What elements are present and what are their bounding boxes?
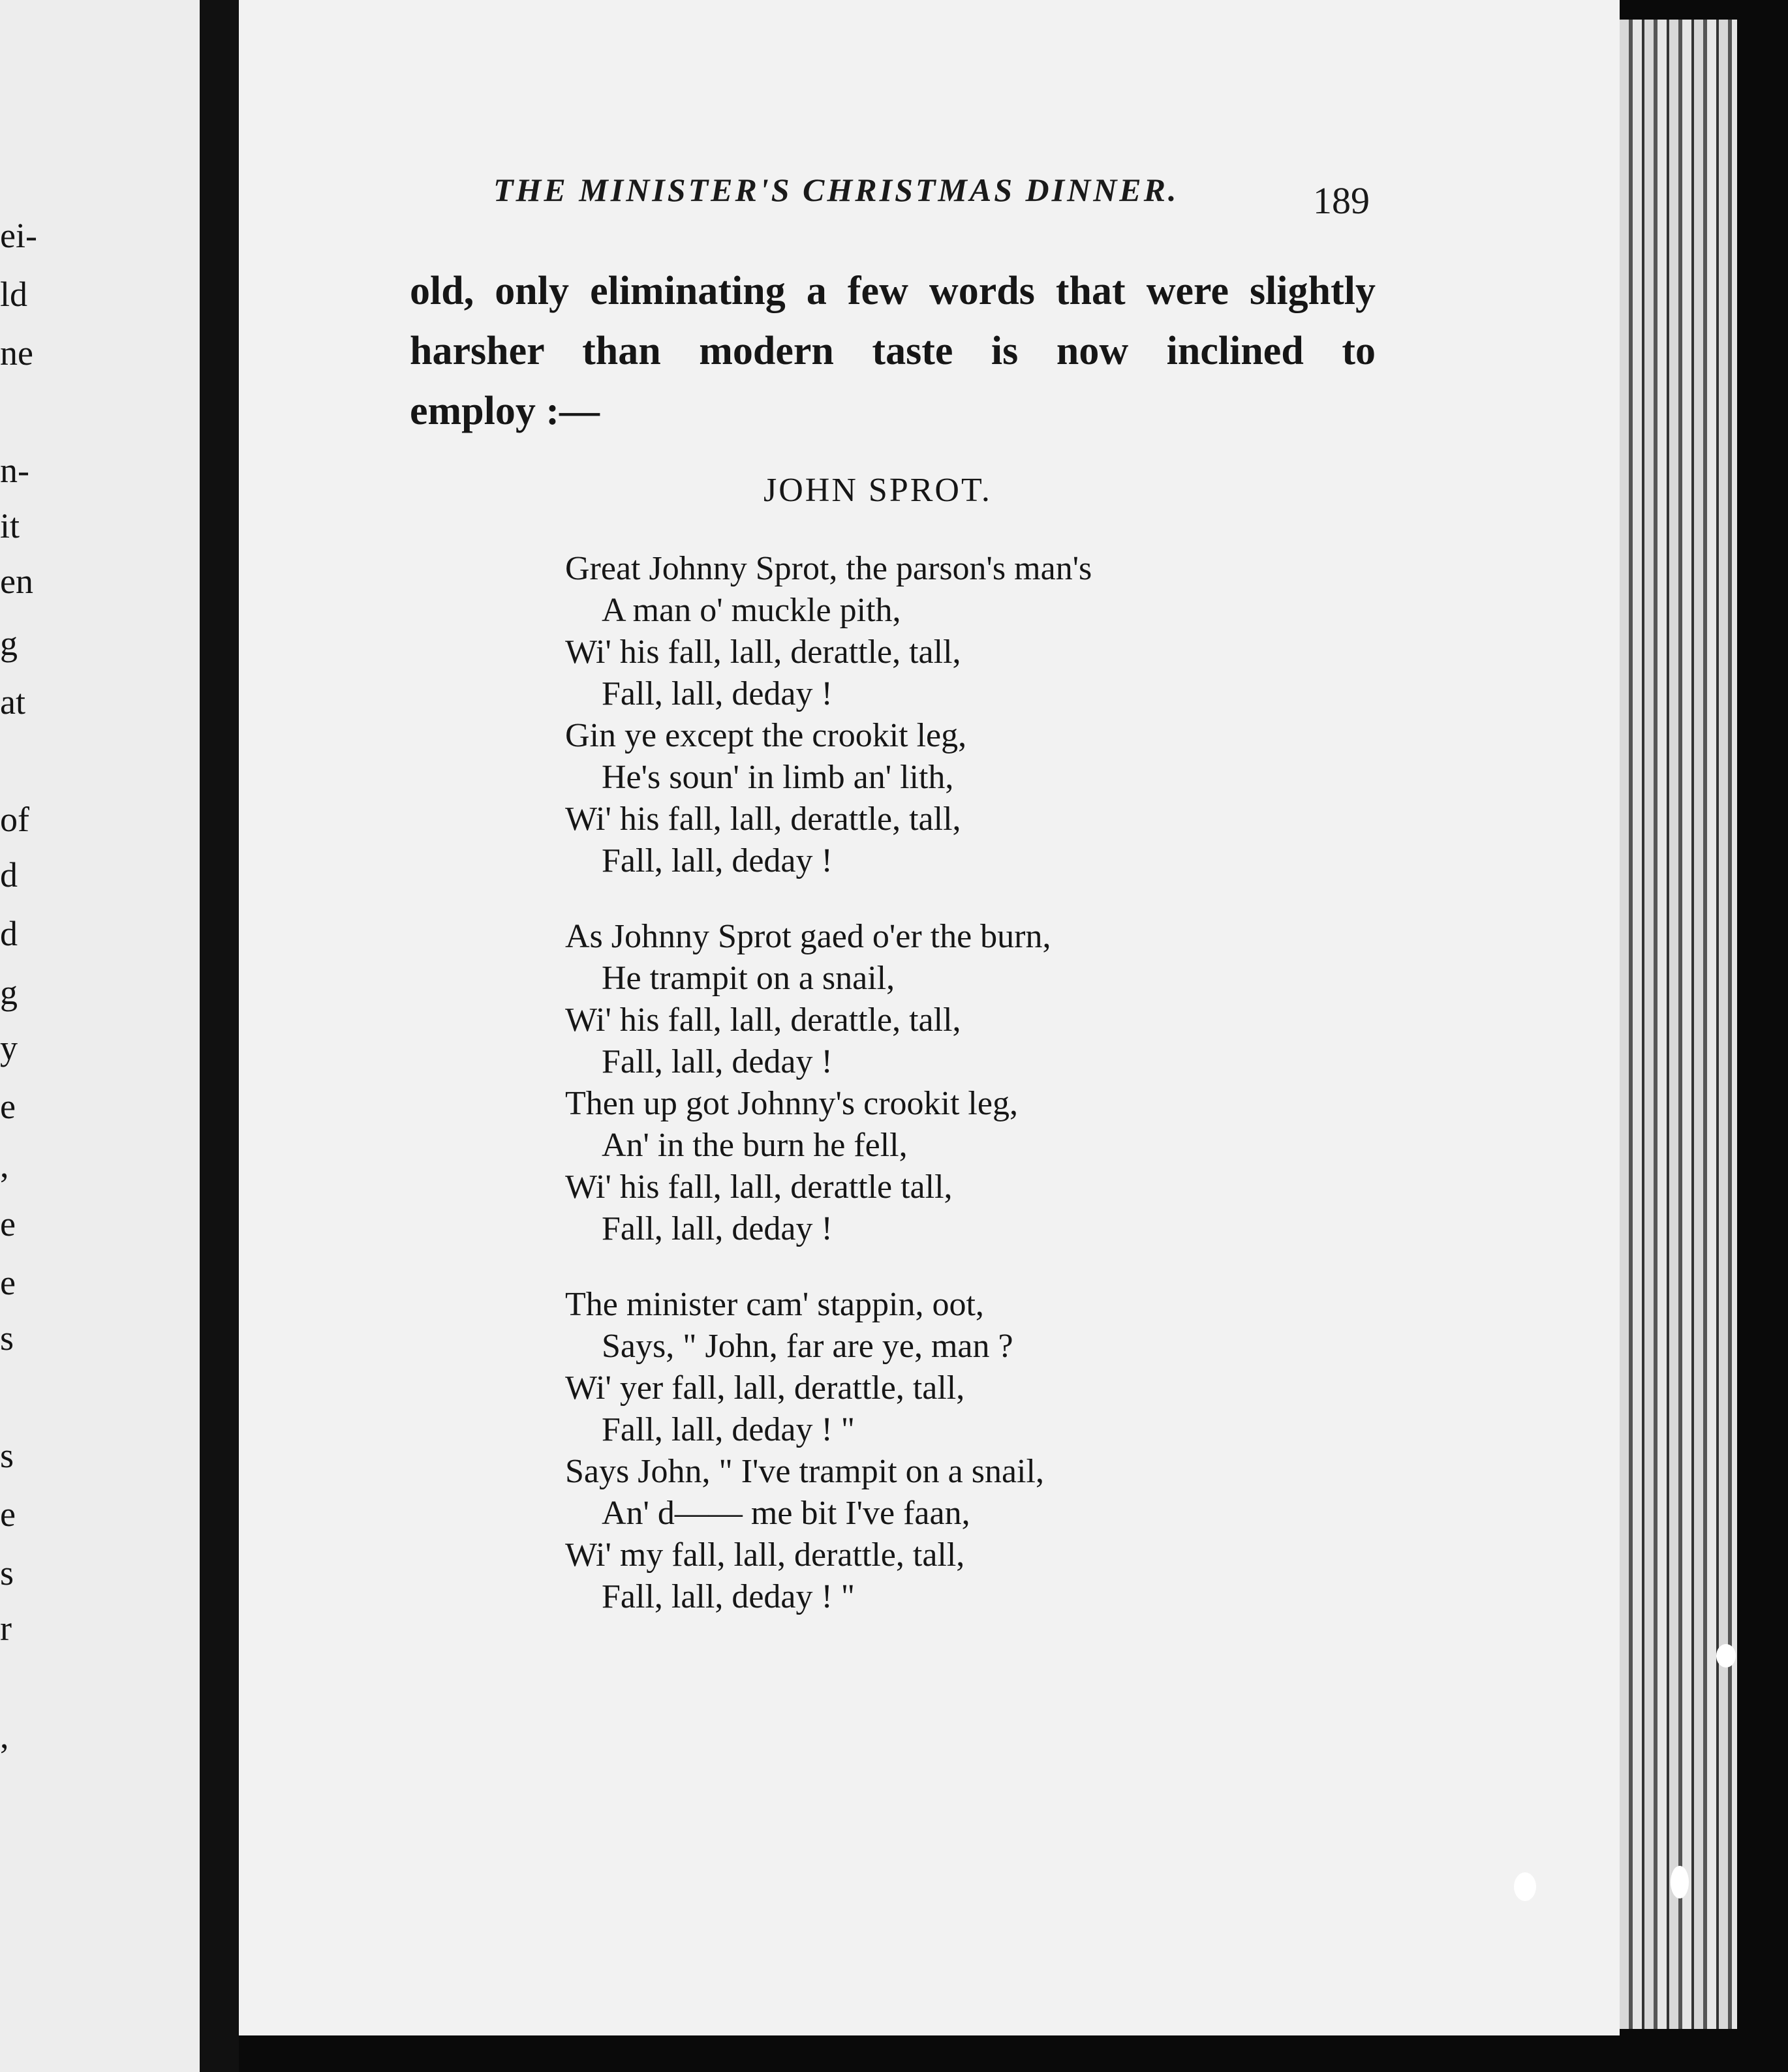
poem-line: The minister cam' stappin, oot, [565,1286,984,1323]
left-page-fragment: , [0,1716,9,1756]
poem-line: Fall, lall, deday ! " [602,1411,855,1448]
book-gutter [200,0,239,2072]
poem-title: JOHN SPROT. [763,472,992,509]
left-page-fragment: d [0,914,18,953]
poem-line: Fall, lall, deday ! " [602,1578,855,1615]
left-page-fragment: y [0,1028,18,1067]
poem-line: Fall, lall, deday ! [602,675,833,712]
intro-line: old, only eliminating a few words that were slightly [410,269,1376,313]
left-page-fragment: ne [0,333,33,373]
intro-paragraph [410,261,1376,441]
left-page-fragment: e [0,1087,16,1126]
poem-line: Gin ye except the crookit leg, [565,717,967,754]
scan-speck [1514,1872,1536,1901]
stanza [565,548,1413,882]
poem-line: A man o' muckle pith, [602,592,901,629]
left-page-fragment: r [0,1609,12,1648]
poem-line: He's soun' in limb an' lith, [602,759,954,796]
left-page-fragment: d [0,855,18,894]
poem-line: Wi' his fall, lall, derattle, tall, [565,633,961,671]
poem-line: Fall, lall, deday ! [602,842,833,879]
left-page-fragment: s [0,1436,14,1475]
poem-line: Great Johnny Sprot, the parson's man's [565,550,1092,587]
page-number: 189 [1313,179,1370,222]
poem-line: Fall, lall, deday ! [602,1210,833,1247]
poem-line: Wi' my fall, lall, derattle, tall, [565,1536,965,1574]
left-page-fragment: ld [0,275,28,314]
left-page-fragment: of [0,800,29,839]
poem-line: Then up got Johnny's crookit leg, [565,1085,1018,1122]
left-page-fragment: n- [0,451,29,490]
scan-border [1737,0,1788,2072]
intro-line: employ :— [410,389,600,433]
poem-line: Wi' his fall, lall, derattle, tall, [565,1001,961,1039]
page-edges [1620,20,1737,2029]
running-head: THE MINISTER'S CHRISTMAS DINNER. [493,172,1179,208]
poem-line: Fall, lall, deday ! [602,1043,833,1080]
scan-speck [1671,1866,1689,1898]
stanza [565,1284,1413,1618]
scan-speck [1716,1644,1736,1668]
left-page-fragment: g [0,624,18,663]
poem [565,548,1413,1652]
left-page-fragment: s [0,1318,14,1358]
poem-line: Says, " John, far are ye, man ? [602,1328,1013,1365]
poem-line: He trampit on a snail, [602,960,895,997]
intro-line: harsher than modern taste is now inclined to [410,329,1376,373]
poem-line: Says John, " I've trampit on a snail, [565,1453,1044,1490]
stanza [565,916,1413,1250]
poem-line: An' in the burn he fell, [602,1127,908,1164]
left-page-fragment: e [0,1495,16,1534]
poem-line: Wi' yer fall, lall, derattle, tall, [565,1369,965,1407]
left-page-fragment: , [0,1146,9,1185]
left-page-fragment: it [0,506,20,545]
left-page-fragment: en [0,562,33,601]
left-page-fragment: s [0,1553,14,1592]
poem-line: Wi' his fall, lall, derattle tall, [565,1168,953,1206]
left-page-fragment: e [0,1204,16,1243]
left-page-fragment: g [0,973,18,1012]
poem-line: As Johnny Sprot gaed o'er the burn, [565,918,1051,955]
poem-line: Wi' his fall, lall, derattle, tall, [565,800,961,838]
left-page-fragment: at [0,682,25,722]
left-page-fragment: e [0,1263,16,1302]
poem-line: An' d—— me bit I've faan, [602,1495,970,1532]
left-page-fragment: ei- [0,216,37,255]
left-facing-page [0,0,200,2072]
